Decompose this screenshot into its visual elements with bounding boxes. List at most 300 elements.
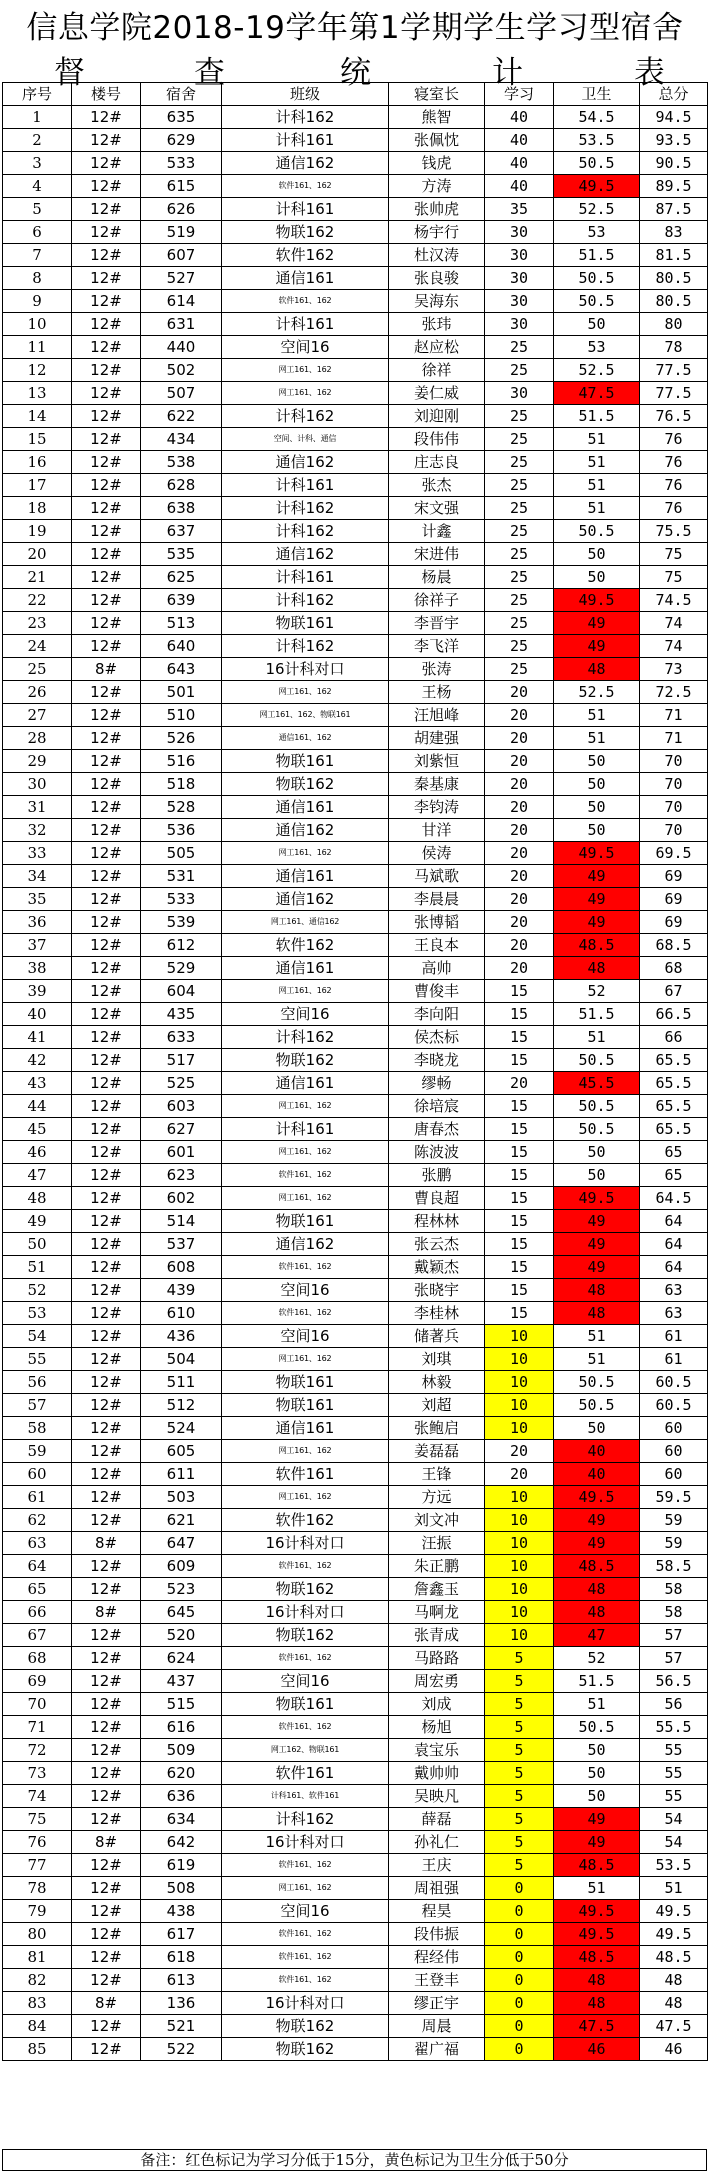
cell-class: 网工161、162 (222, 1348, 389, 1371)
cell-class: 通信162 (222, 888, 389, 911)
cell-study: 5 (485, 1670, 554, 1693)
cell-total: 55 (640, 1739, 708, 1762)
cell-no: 63 (3, 1532, 72, 1555)
cell-dorm: 537 (141, 1233, 222, 1256)
cell-no: 48 (3, 1187, 72, 1210)
cell-dorm-head: 吴映凡 (389, 1785, 485, 1808)
table-row (3, 1854, 708, 1877)
cell-dorm-head: 刘超 (389, 1394, 485, 1417)
cell-dorm-head: 储著兵 (389, 1325, 485, 1348)
cell-class: 软件161、162 (222, 1647, 389, 1670)
cell-dorm: 604 (141, 980, 222, 1003)
cell-class: 软件161、162 (222, 1256, 389, 1279)
cell-total: 70 (640, 773, 708, 796)
cell-total: 72.5 (640, 681, 708, 704)
table-row (3, 1647, 708, 1670)
cell-total: 61 (640, 1325, 708, 1348)
cell-dorm-head: 马啊龙 (389, 1601, 485, 1624)
cell-no: 12 (3, 359, 72, 382)
cell-study: 15 (485, 1164, 554, 1187)
cell-hygiene: 49.5 (554, 175, 640, 198)
table-row (3, 704, 708, 727)
cell-hygiene: 45.5 (554, 1072, 640, 1095)
cell-dorm: 533 (141, 888, 222, 911)
cell-study: 15 (485, 1233, 554, 1256)
cell-hygiene: 48 (554, 957, 640, 980)
cell-dorm: 634 (141, 1808, 222, 1831)
cell-dorm-head: 翟广福 (389, 2038, 485, 2061)
cell-no: 14 (3, 405, 72, 428)
cell-no: 1 (3, 106, 72, 129)
cell-hygiene: 52.5 (554, 198, 640, 221)
cell-hygiene: 50 (554, 796, 640, 819)
cell-no: 20 (3, 543, 72, 566)
cell-building: 12# (72, 1302, 141, 1325)
cell-hygiene: 51 (554, 1325, 640, 1348)
cell-no: 71 (3, 1716, 72, 1739)
cell-building: 12# (72, 1739, 141, 1762)
cell-dorm-head: 朱正鹏 (389, 1555, 485, 1578)
cell-building: 12# (72, 1647, 141, 1670)
cell-study: 40 (485, 175, 554, 198)
cell-dorm-head: 李晨晨 (389, 888, 485, 911)
table-row (3, 221, 708, 244)
cell-no: 84 (3, 2015, 72, 2038)
cell-study: 25 (485, 336, 554, 359)
cell-hygiene: 47 (554, 1624, 640, 1647)
cell-dorm-head: 侯杰标 (389, 1026, 485, 1049)
cell-dorm: 514 (141, 1210, 222, 1233)
cell-study: 10 (485, 1532, 554, 1555)
cell-total: 70 (640, 819, 708, 842)
table-row (3, 1463, 708, 1486)
cell-hygiene: 49.5 (554, 1900, 640, 1923)
table-row (3, 1739, 708, 1762)
cell-hygiene: 51 (554, 1877, 640, 1900)
cell-dorm-head: 张鹏 (389, 1164, 485, 1187)
cell-class: 网工161、162、物联161 (222, 704, 389, 727)
cell-dorm: 512 (141, 1394, 222, 1417)
cell-study: 35 (485, 198, 554, 221)
cell-class: 计科162 (222, 106, 389, 129)
cell-hygiene: 50 (554, 566, 640, 589)
table-row (3, 888, 708, 911)
cell-hygiene: 49.5 (554, 589, 640, 612)
cell-hygiene: 40 (554, 1440, 640, 1463)
cell-hygiene: 48 (554, 658, 640, 681)
cell-total: 46 (640, 2038, 708, 2061)
cell-hygiene: 49 (554, 865, 640, 888)
cell-total: 93.5 (640, 129, 708, 152)
cell-hygiene: 50 (554, 1141, 640, 1164)
cell-no: 53 (3, 1302, 72, 1325)
cell-total: 74 (640, 612, 708, 635)
column-header-hygiene: 卫生 (554, 83, 640, 106)
cell-dorm-head: 张鲍启 (389, 1417, 485, 1440)
cell-hygiene: 46 (554, 2038, 640, 2061)
table-row (3, 773, 708, 796)
cell-building: 8# (72, 1601, 141, 1624)
cell-dorm: 522 (141, 2038, 222, 2061)
cell-dorm: 601 (141, 1141, 222, 1164)
cell-hygiene: 51.5 (554, 405, 640, 428)
cell-class: 网工162、物联161 (222, 1739, 389, 1762)
cell-dorm-head: 张博韬 (389, 911, 485, 934)
cell-class: 计科161、软件161 (222, 1785, 389, 1808)
cell-hygiene: 47.5 (554, 2015, 640, 2038)
table-header-row (3, 83, 708, 106)
cell-study: 20 (485, 842, 554, 865)
cell-building: 12# (72, 1095, 141, 1118)
cell-dorm-head: 程经伟 (389, 1946, 485, 1969)
table-row (3, 267, 708, 290)
table-row (3, 957, 708, 980)
cell-hygiene: 49 (554, 635, 640, 658)
column-header-building: 楼号 (72, 83, 141, 106)
cell-hygiene: 50.5 (554, 1371, 640, 1394)
table-row (3, 1348, 708, 1371)
cell-hygiene: 49 (554, 1210, 640, 1233)
cell-no: 31 (3, 796, 72, 819)
cell-class: 软件161、162 (222, 1854, 389, 1877)
cell-hygiene: 48.5 (554, 1555, 640, 1578)
cell-total: 65 (640, 1164, 708, 1187)
cell-class: 网工161、162 (222, 1141, 389, 1164)
cell-dorm: 136 (141, 1992, 222, 2015)
cell-building: 12# (72, 1900, 141, 1923)
cell-study: 5 (485, 1854, 554, 1877)
cell-dorm-head: 秦基康 (389, 773, 485, 796)
cell-hygiene: 50 (554, 543, 640, 566)
cell-total: 81.5 (640, 244, 708, 267)
cell-study: 20 (485, 819, 554, 842)
table-row (3, 359, 708, 382)
cell-dorm: 615 (141, 175, 222, 198)
cell-total: 80.5 (640, 290, 708, 313)
cell-hygiene: 48 (554, 1992, 640, 2015)
cell-study: 30 (485, 221, 554, 244)
cell-no: 3 (3, 152, 72, 175)
table-row (3, 727, 708, 750)
cell-class: 物联162 (222, 1578, 389, 1601)
cell-dorm: 603 (141, 1095, 222, 1118)
table-row (3, 1532, 708, 1555)
cell-dorm-head: 姜磊磊 (389, 1440, 485, 1463)
table-row (3, 1716, 708, 1739)
cell-dorm-head: 孙礼仁 (389, 1831, 485, 1854)
cell-dorm-head: 钱虎 (389, 152, 485, 175)
cell-total: 90.5 (640, 152, 708, 175)
table-row (3, 865, 708, 888)
cell-total: 76.5 (640, 405, 708, 428)
table-row (3, 198, 708, 221)
cell-dorm: 640 (141, 635, 222, 658)
cell-hygiene: 49.5 (554, 1486, 640, 1509)
cell-dorm-head: 戴帅帅 (389, 1762, 485, 1785)
cell-hygiene: 50.5 (554, 1049, 640, 1072)
footnote: 备注：红色标记为学习分低于15分，黄色标记为卫生分低于50分 (2, 2149, 707, 2171)
cell-dorm: 434 (141, 428, 222, 451)
cell-study: 30 (485, 313, 554, 336)
table-row (3, 1417, 708, 1440)
cell-study: 20 (485, 957, 554, 980)
cell-total: 65.5 (640, 1049, 708, 1072)
cell-hygiene: 49.5 (554, 1187, 640, 1210)
cell-total: 55 (640, 1762, 708, 1785)
cell-study: 10 (485, 1601, 554, 1624)
cell-total: 64.5 (640, 1187, 708, 1210)
cell-class: 空间16 (222, 1003, 389, 1026)
cell-building: 12# (72, 957, 141, 980)
report-title: 信息学院2018-19学年第1学期学生学习型宿舍 (26, 10, 684, 46)
cell-dorm: 608 (141, 1256, 222, 1279)
cell-study: 5 (485, 1693, 554, 1716)
cell-total: 74 (640, 635, 708, 658)
cell-total: 65.5 (640, 1118, 708, 1141)
cell-study: 20 (485, 1440, 554, 1463)
cell-no: 46 (3, 1141, 72, 1164)
cell-no: 25 (3, 658, 72, 681)
cell-building: 12# (72, 1325, 141, 1348)
cell-dorm: 504 (141, 1348, 222, 1371)
cell-study: 25 (485, 520, 554, 543)
cell-study: 0 (485, 1969, 554, 1992)
cell-total: 48 (640, 1992, 708, 2015)
cell-dorm-head: 张杰 (389, 474, 485, 497)
cell-dorm: 539 (141, 911, 222, 934)
cell-no: 75 (3, 1808, 72, 1831)
cell-dorm-head: 杨晨 (389, 566, 485, 589)
cell-dorm-head: 曹良超 (389, 1187, 485, 1210)
table-row (3, 175, 708, 198)
cell-no: 32 (3, 819, 72, 842)
cell-total: 48.5 (640, 1946, 708, 1969)
cell-no: 44 (3, 1095, 72, 1118)
table-row (3, 1210, 708, 1233)
cell-study: 20 (485, 681, 554, 704)
cell-dorm-head: 王良本 (389, 934, 485, 957)
cell-class: 计科162 (222, 497, 389, 520)
cell-class: 物联162 (222, 2038, 389, 2061)
cell-study: 10 (485, 1417, 554, 1440)
cell-total: 49.5 (640, 1923, 708, 1946)
cell-dorm-head: 刘迎刚 (389, 405, 485, 428)
table-row (3, 842, 708, 865)
cell-class: 计科161 (222, 474, 389, 497)
cell-no: 56 (3, 1371, 72, 1394)
cell-study: 15 (485, 1256, 554, 1279)
cell-total: 65.5 (640, 1095, 708, 1118)
cell-building: 12# (72, 911, 141, 934)
cell-class: 通信162 (222, 451, 389, 474)
cell-study: 20 (485, 750, 554, 773)
cell-dorm-head: 曹俊丰 (389, 980, 485, 1003)
cell-dorm: 438 (141, 1900, 222, 1923)
table-row (3, 1969, 708, 1992)
table-row (3, 1624, 708, 1647)
cell-class: 计科162 (222, 1808, 389, 1831)
cell-hygiene: 49 (554, 1532, 640, 1555)
cell-no: 41 (3, 1026, 72, 1049)
cell-hygiene: 52.5 (554, 681, 640, 704)
cell-no: 73 (3, 1762, 72, 1785)
cell-study: 15 (485, 1302, 554, 1325)
cell-no: 28 (3, 727, 72, 750)
cell-building: 12# (72, 1716, 141, 1739)
cell-study: 0 (485, 1946, 554, 1969)
cell-building: 8# (72, 1532, 141, 1555)
table-row (3, 1141, 708, 1164)
cell-class: 计科162 (222, 635, 389, 658)
cell-dorm: 628 (141, 474, 222, 497)
table-row (3, 1946, 708, 1969)
cell-no: 67 (3, 1624, 72, 1647)
cell-no: 45 (3, 1118, 72, 1141)
table-row (3, 1992, 708, 2015)
cell-total: 75 (640, 566, 708, 589)
cell-dorm-head: 汪振 (389, 1532, 485, 1555)
cell-dorm-head: 王锋 (389, 1463, 485, 1486)
cell-dorm: 645 (141, 1601, 222, 1624)
cell-total: 75 (640, 543, 708, 566)
cell-study: 25 (485, 589, 554, 612)
cell-no: 57 (3, 1394, 72, 1417)
cell-total: 57 (640, 1647, 708, 1670)
cell-dorm: 625 (141, 566, 222, 589)
cell-hygiene: 48 (554, 1302, 640, 1325)
cell-class: 计科162 (222, 520, 389, 543)
cell-dorm-head: 李向阳 (389, 1003, 485, 1026)
cell-dorm: 507 (141, 382, 222, 405)
table-row (3, 1831, 708, 1854)
cell-dorm-head: 王庆 (389, 1854, 485, 1877)
cell-dorm: 510 (141, 704, 222, 727)
table-row (3, 1072, 708, 1095)
cell-no: 5 (3, 198, 72, 221)
cell-total: 66.5 (640, 1003, 708, 1026)
cell-building: 12# (72, 1210, 141, 1233)
cell-study: 10 (485, 1509, 554, 1532)
cell-dorm-head: 刘成 (389, 1693, 485, 1716)
cell-dorm-head: 段伟振 (389, 1923, 485, 1946)
table-row (3, 1509, 708, 1532)
cell-class: 空间、计科、通信 (222, 428, 389, 451)
cell-building: 12# (72, 129, 141, 152)
cell-dorm: 515 (141, 1693, 222, 1716)
cell-dorm-head: 张涛 (389, 658, 485, 681)
cell-total: 59 (640, 1509, 708, 1532)
cell-building: 12# (72, 1072, 141, 1095)
cell-hygiene: 53 (554, 221, 640, 244)
cell-dorm-head: 杨旭 (389, 1716, 485, 1739)
cell-dorm: 436 (141, 1325, 222, 1348)
dorm-table (2, 82, 708, 2061)
table-row (3, 1486, 708, 1509)
cell-class: 软件161、162 (222, 1969, 389, 1992)
cell-total: 69 (640, 888, 708, 911)
cell-building: 12# (72, 198, 141, 221)
cell-study: 20 (485, 934, 554, 957)
subtitle-char: 计 (492, 55, 523, 91)
table-row (3, 1118, 708, 1141)
cell-building: 12# (72, 175, 141, 198)
cell-dorm-head: 段伟伟 (389, 428, 485, 451)
cell-dorm-head: 杨宇行 (389, 221, 485, 244)
cell-class: 网工161、通信162 (222, 911, 389, 934)
cell-no: 58 (3, 1417, 72, 1440)
cell-total: 58 (640, 1601, 708, 1624)
cell-no: 72 (3, 1739, 72, 1762)
cell-total: 59 (640, 1532, 708, 1555)
cell-dorm: 616 (141, 1716, 222, 1739)
cell-dorm: 520 (141, 1624, 222, 1647)
cell-no: 38 (3, 957, 72, 980)
cell-no: 40 (3, 1003, 72, 1026)
cell-class: 物联161 (222, 1693, 389, 1716)
table-row (3, 681, 708, 704)
cell-total: 55.5 (640, 1716, 708, 1739)
column-header-dorm: 宿舍 (141, 83, 222, 106)
cell-dorm-head: 胡建强 (389, 727, 485, 750)
cell-dorm-head: 张玮 (389, 313, 485, 336)
table-body (3, 106, 708, 2061)
cell-no: 15 (3, 428, 72, 451)
cell-study: 5 (485, 1716, 554, 1739)
cell-no: 85 (3, 2038, 72, 2061)
cell-hygiene: 52.5 (554, 359, 640, 382)
table-row (3, 382, 708, 405)
cell-building: 12# (72, 497, 141, 520)
cell-study: 20 (485, 796, 554, 819)
cell-dorm-head: 宋文强 (389, 497, 485, 520)
cell-class: 网工161、162 (222, 1440, 389, 1463)
cell-total: 75.5 (640, 520, 708, 543)
cell-dorm-head: 徐祥 (389, 359, 485, 382)
cell-study: 40 (485, 152, 554, 175)
cell-dorm: 623 (141, 1164, 222, 1187)
cell-total: 65 (640, 1141, 708, 1164)
table-row (3, 635, 708, 658)
cell-dorm-head: 程昊 (389, 1900, 485, 1923)
subtitle-char: 查 (194, 55, 225, 91)
cell-study: 10 (485, 1555, 554, 1578)
cell-hygiene: 50 (554, 313, 640, 336)
cell-hygiene: 49 (554, 1256, 640, 1279)
cell-building: 12# (72, 1026, 141, 1049)
cell-dorm: 613 (141, 1969, 222, 1992)
cell-building: 12# (72, 2038, 141, 2061)
cell-no: 62 (3, 1509, 72, 1532)
cell-hygiene: 51 (554, 1348, 640, 1371)
table-row (3, 796, 708, 819)
cell-dorm: 518 (141, 773, 222, 796)
cell-no: 33 (3, 842, 72, 865)
cell-total: 47.5 (640, 2015, 708, 2038)
cell-building: 12# (72, 1946, 141, 1969)
cell-study: 20 (485, 1072, 554, 1095)
cell-hygiene: 52 (554, 980, 640, 1003)
cell-hygiene: 49 (554, 888, 640, 911)
cell-no: 64 (3, 1555, 72, 1578)
table-row (3, 589, 708, 612)
cell-dorm: 440 (141, 336, 222, 359)
cell-dorm: 627 (141, 1118, 222, 1141)
cell-hygiene: 50 (554, 1785, 640, 1808)
cell-total: 54 (640, 1831, 708, 1854)
table-row (3, 129, 708, 152)
cell-dorm-head: 陈波波 (389, 1141, 485, 1164)
cell-hygiene: 53 (554, 336, 640, 359)
